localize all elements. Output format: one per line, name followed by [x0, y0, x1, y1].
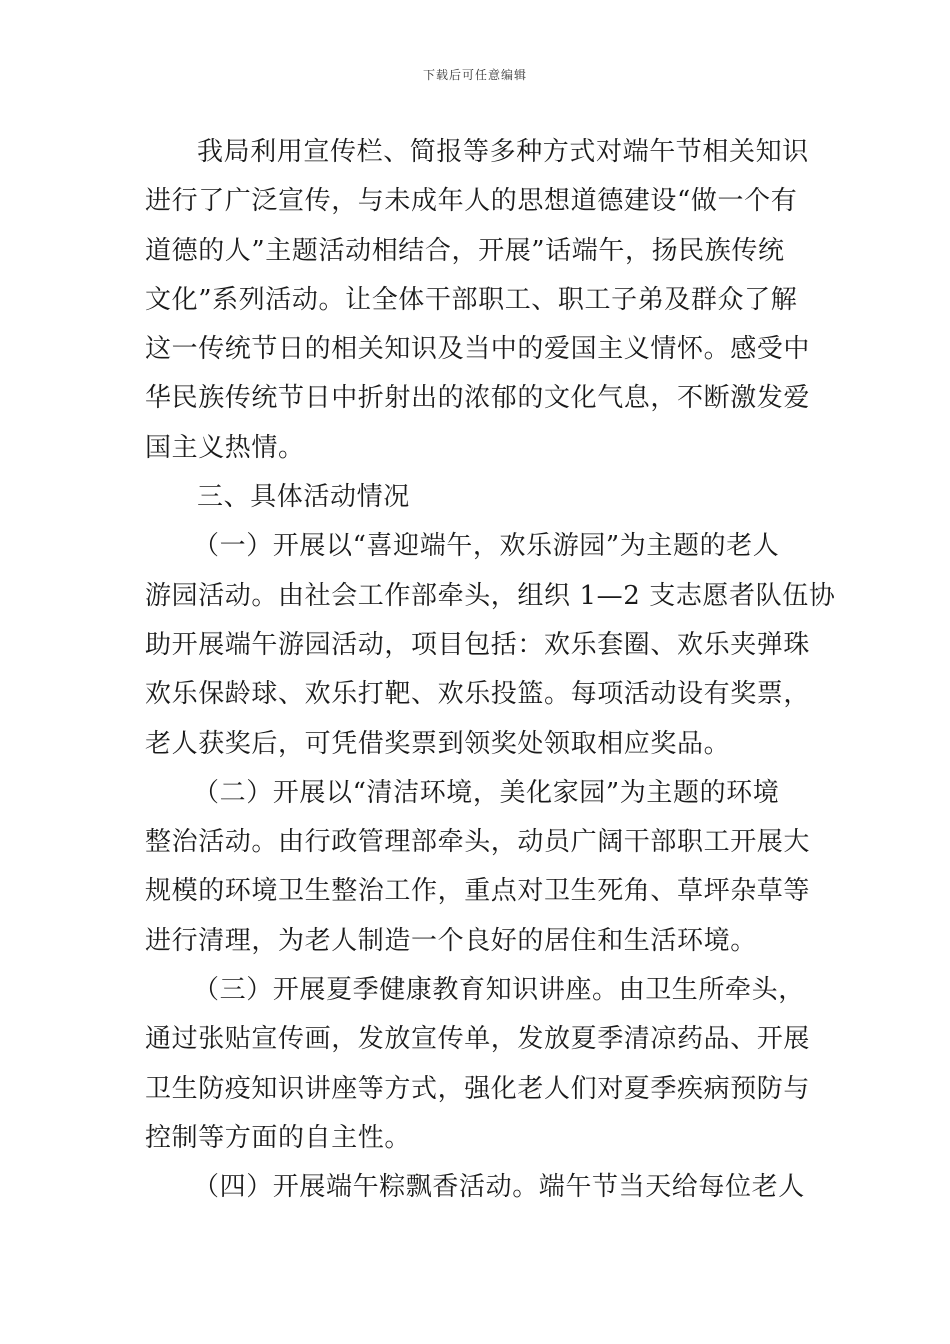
paragraph-line: 规模的环境卫生整治工作，重点对卫生死角、草坪杂草等 — [145, 876, 811, 907]
paragraph-line: 欢乐保龄球、欢乐打靶、欢乐投篮。每项活动设有奖票， — [145, 679, 811, 710]
paragraph-line: 国主义热情。 — [145, 432, 305, 463]
paragraph-line: （四）开展端午粽飘香活动。端午节当天给每位老人 — [193, 1172, 805, 1203]
paragraph-line: 卫生防疫知识讲座等方式，强化老人们对夏季疾病预防与 — [145, 1073, 811, 1104]
paragraph-line: （三）开展夏季健康教育知识讲座。由卫生所牵头， — [193, 975, 805, 1006]
paragraph-line: （二）开展以“清洁环境，美化家园”为主题的环境 — [193, 777, 780, 808]
paragraph-line: 通过张贴宣传画，发放宣传单，发放夏季清凉药品、开展 — [145, 1024, 811, 1055]
paragraph-line: 华民族传统节日中折射出的浓郁的文化气息，不断激发爱 — [145, 383, 811, 414]
section-heading: 三、具体活动情况 — [197, 482, 410, 513]
paragraph-line: 控制等方面的自主性。 — [145, 1122, 412, 1153]
paragraph-line: 道德的人”主题活动相结合，开展”话端午，扬民族传统 — [145, 235, 785, 266]
page-header: 下载后可任意编辑 — [422, 68, 527, 82]
paragraph-line: 这一传统节日的相关知识及当中的爱国主义情怀。感受中 — [145, 334, 811, 365]
paragraph-line: 文化”系列活动。让全体干部职工、职工子弟及群众了解 — [145, 284, 798, 315]
paragraph-line: 我局利用宣传栏、简报等多种方式对端午节相关知识 — [197, 137, 809, 167]
paragraph-line: （一）开展以“喜迎端午，欢乐游园”为主题的老人 — [193, 531, 780, 562]
paragraph-line: 老人获奖后，可凭借奖票到领奖处领取相应奖品。 — [145, 728, 731, 759]
paragraph-line: 游园活动。由社会工作部牵头，组织 1—2 支志愿者队伍协 — [145, 580, 836, 611]
paragraph-line: 进行清理，为老人制造一个良好的居住和生活环境。 — [145, 925, 757, 956]
document-body — [145, 128, 836, 1213]
paragraph-line: 进行了广泛宣传，与未成年人的思想道德建设“做一个有 — [145, 186, 798, 217]
paragraph-line: 整治活动。由行政管理部牵头，动员广阔干部职工开展大 — [145, 827, 811, 858]
paragraph-line: 助开展端午游园活动，项目包括：欢乐套圈、欢乐夹弹珠 — [145, 629, 811, 660]
